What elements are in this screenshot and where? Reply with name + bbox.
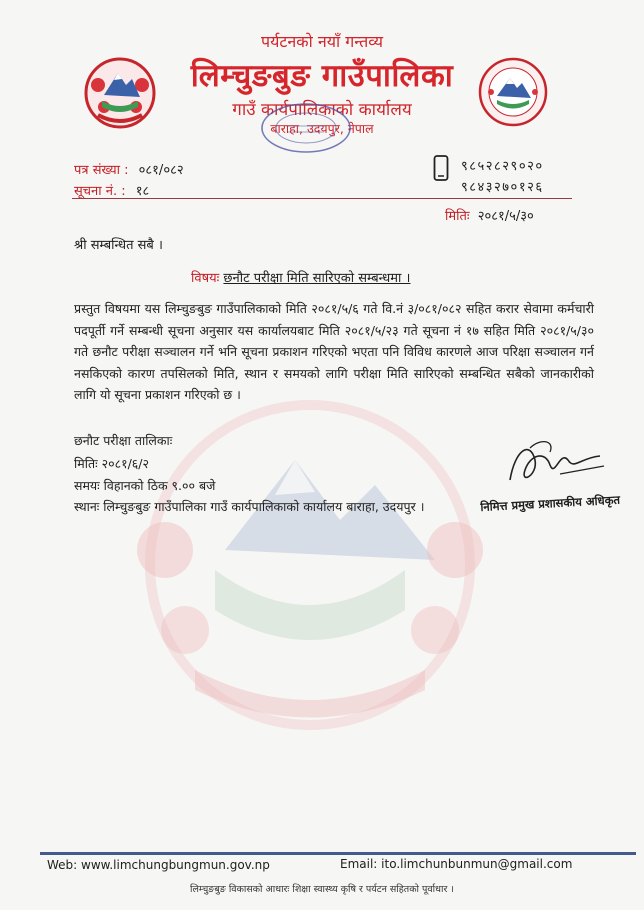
subject-label: विषयः (191, 271, 220, 286)
official-stamp (256, 98, 356, 158)
notice-number-row (74, 181, 149, 199)
municipality-name: लिम्चुङबुङ गाउँपालिका (190, 58, 454, 94)
schedule-place: स्थानः लिम्चुङबुङ गाउँपालिका गाउँ कार्यपालिकाको कार्यालय बाराहा, उदयपुर । (74, 499, 425, 514)
email-link[interactable]: Email: ito.limchunbunmun@gmail.com (340, 857, 573, 871)
office-address: बाराहा, उदयपुर, नेपाल (270, 121, 374, 136)
letter-date (445, 206, 534, 224)
website-link[interactable]: Web: www.limchungbungmun.gov.np (47, 858, 270, 872)
office-name: गाउँ कार्यपालिकाको कार्यालय (232, 100, 412, 120)
schedule-title: छनौट परीक्षा तालिकाः (74, 433, 173, 448)
footer-motto: लिम्चुङबुङ विकासको आधारः शिक्षा स्वास्थ्य कृषि र पर्यटन सहितको पूर्वाधार । (190, 884, 454, 895)
date-label: मितिः (445, 209, 470, 224)
phone-number-2: ९८४३२७०१२६ (461, 180, 544, 195)
date-value: २०८१/५/३० (477, 209, 534, 224)
mobile-phone-icon (433, 155, 449, 181)
subject-line (191, 268, 410, 286)
notice-body: प्रस्तुत विषयमा यस लिम्चुङबुङ गाउँपालिकाको मिति २०८१/५/६ गते वि.नं ३/०८१/०८२ सहित करार सेवामा कर्मचारी पदपूर्ती गर्ने सम्बन्धी सूचना अनुसार यस कार्यालयबाट मिति २०८१/५/२३ गते सूचना नं १७ सहित मिति २०८१/५/३० गते छनौट परीक्षा सञ्चालन गर्ने भनि सूचना प्रकाशन गरिएको भएता पनि विविध कारणले आज परिक्षा सञ्चालन गर्न नसकिएको कारण तपसिलको मिति, स्थान र समयको लागि परीक्षा मिति सारिएको सम्बन्धित सबैको जानकारीको लागि यो सूचना प्रकाशन गरिएको छ । (74, 301, 594, 403)
letterhead-tagline: पर्यटनको नयाँ गन्तव्य (260, 32, 384, 51)
salutation: श्री सम्बन्धित सबै । (74, 238, 163, 253)
letter-number-label: पत्र संख्या : (74, 163, 129, 178)
signatory-designation: निमित्त प्रमुख प्रशासकीय अधिकृत (480, 492, 621, 514)
handwritten-signature (500, 430, 610, 496)
schedule-date: मितिः २०८१/६/२ (74, 456, 149, 471)
schedule-time: समयः विहानको ठिक ९.०० बजे (74, 478, 216, 493)
letter-number-value: ०८१/०८२ (138, 163, 184, 178)
subject-text: छनौट परीक्षा मिति सारिएको सम्बन्धमा । (223, 271, 411, 286)
header-divider (72, 198, 572, 199)
footer-divider (40, 852, 636, 855)
notice-number-label: सूचना नं. : (74, 184, 126, 199)
notice-number-value: १८ (135, 184, 150, 199)
watermark-emblem (105, 400, 515, 730)
letter-number-row (74, 160, 184, 178)
phone-number-1: ९८५२८२९०२० (461, 159, 544, 174)
